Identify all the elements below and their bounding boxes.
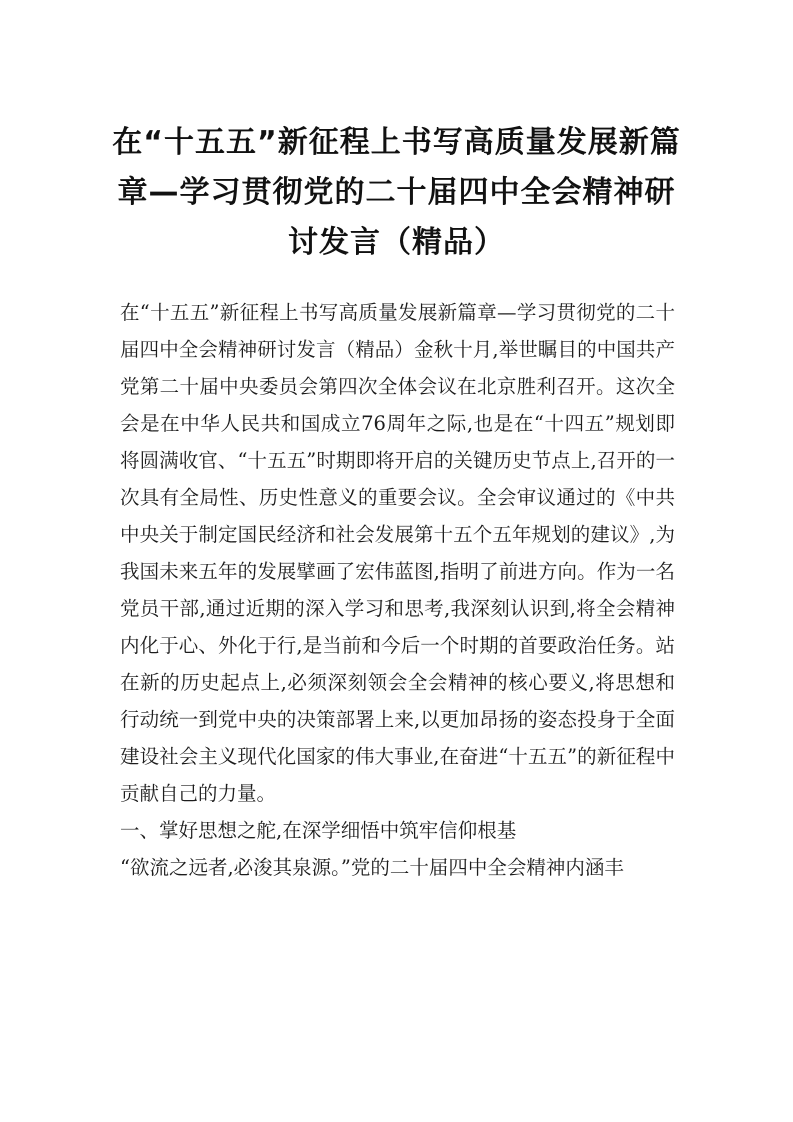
section-paragraph: “欲流之远者,必浚其泉源。”党的二十届四中全会精神内涵丰	[120, 856, 624, 879]
document-body	[120, 294, 675, 886]
section-heading: 一、掌好思想之舵,在深学细悟中筑牢信仰根基	[120, 819, 517, 842]
intro-paragraph: 在“十五五”新征程上书写高质量发展新篇章—学习贯彻党的二十届四中全会精神研讨发言（精品）金秋十月,举世瞩目的中国共产党第二十届中央委员会第四次全体会议在北京胜利召开。这次全会是在中华人民共和国成立76周年之际,也是在“十四五”规划即将圆满收官、“十五五”时期即将开启的关键历史节点上,召开的一次具有全局性、历史性意义的重要会议。全会审议通过的《中共中央关于制定国民经济和社会发展第十五个五年规划的建议》,为我国未来五年的发展擘画了宏伟蓝图,指明了前进方向。作为一名党员干部,通过近期的深入学习和思考,我深刻认识到,将全会精神内化于心、外化于行,是当前和今后一个时期的首要政治任务。站在新的历史起点上,必须深刻领会全会精神的核心要义,将思想和行动统一到党中央的决策部署上来,以更加昂扬的姿态投身于全面建设社会主义现代化国家的伟大事业,在奋进“十五五”的新征程中贡献自己的力量。	[120, 301, 675, 805]
document-title: 在“十五五”新征程上书写高质量发展新篇章—学习贯彻党的二十届四中全会精神研讨发言（精品）	[112, 125, 681, 260]
